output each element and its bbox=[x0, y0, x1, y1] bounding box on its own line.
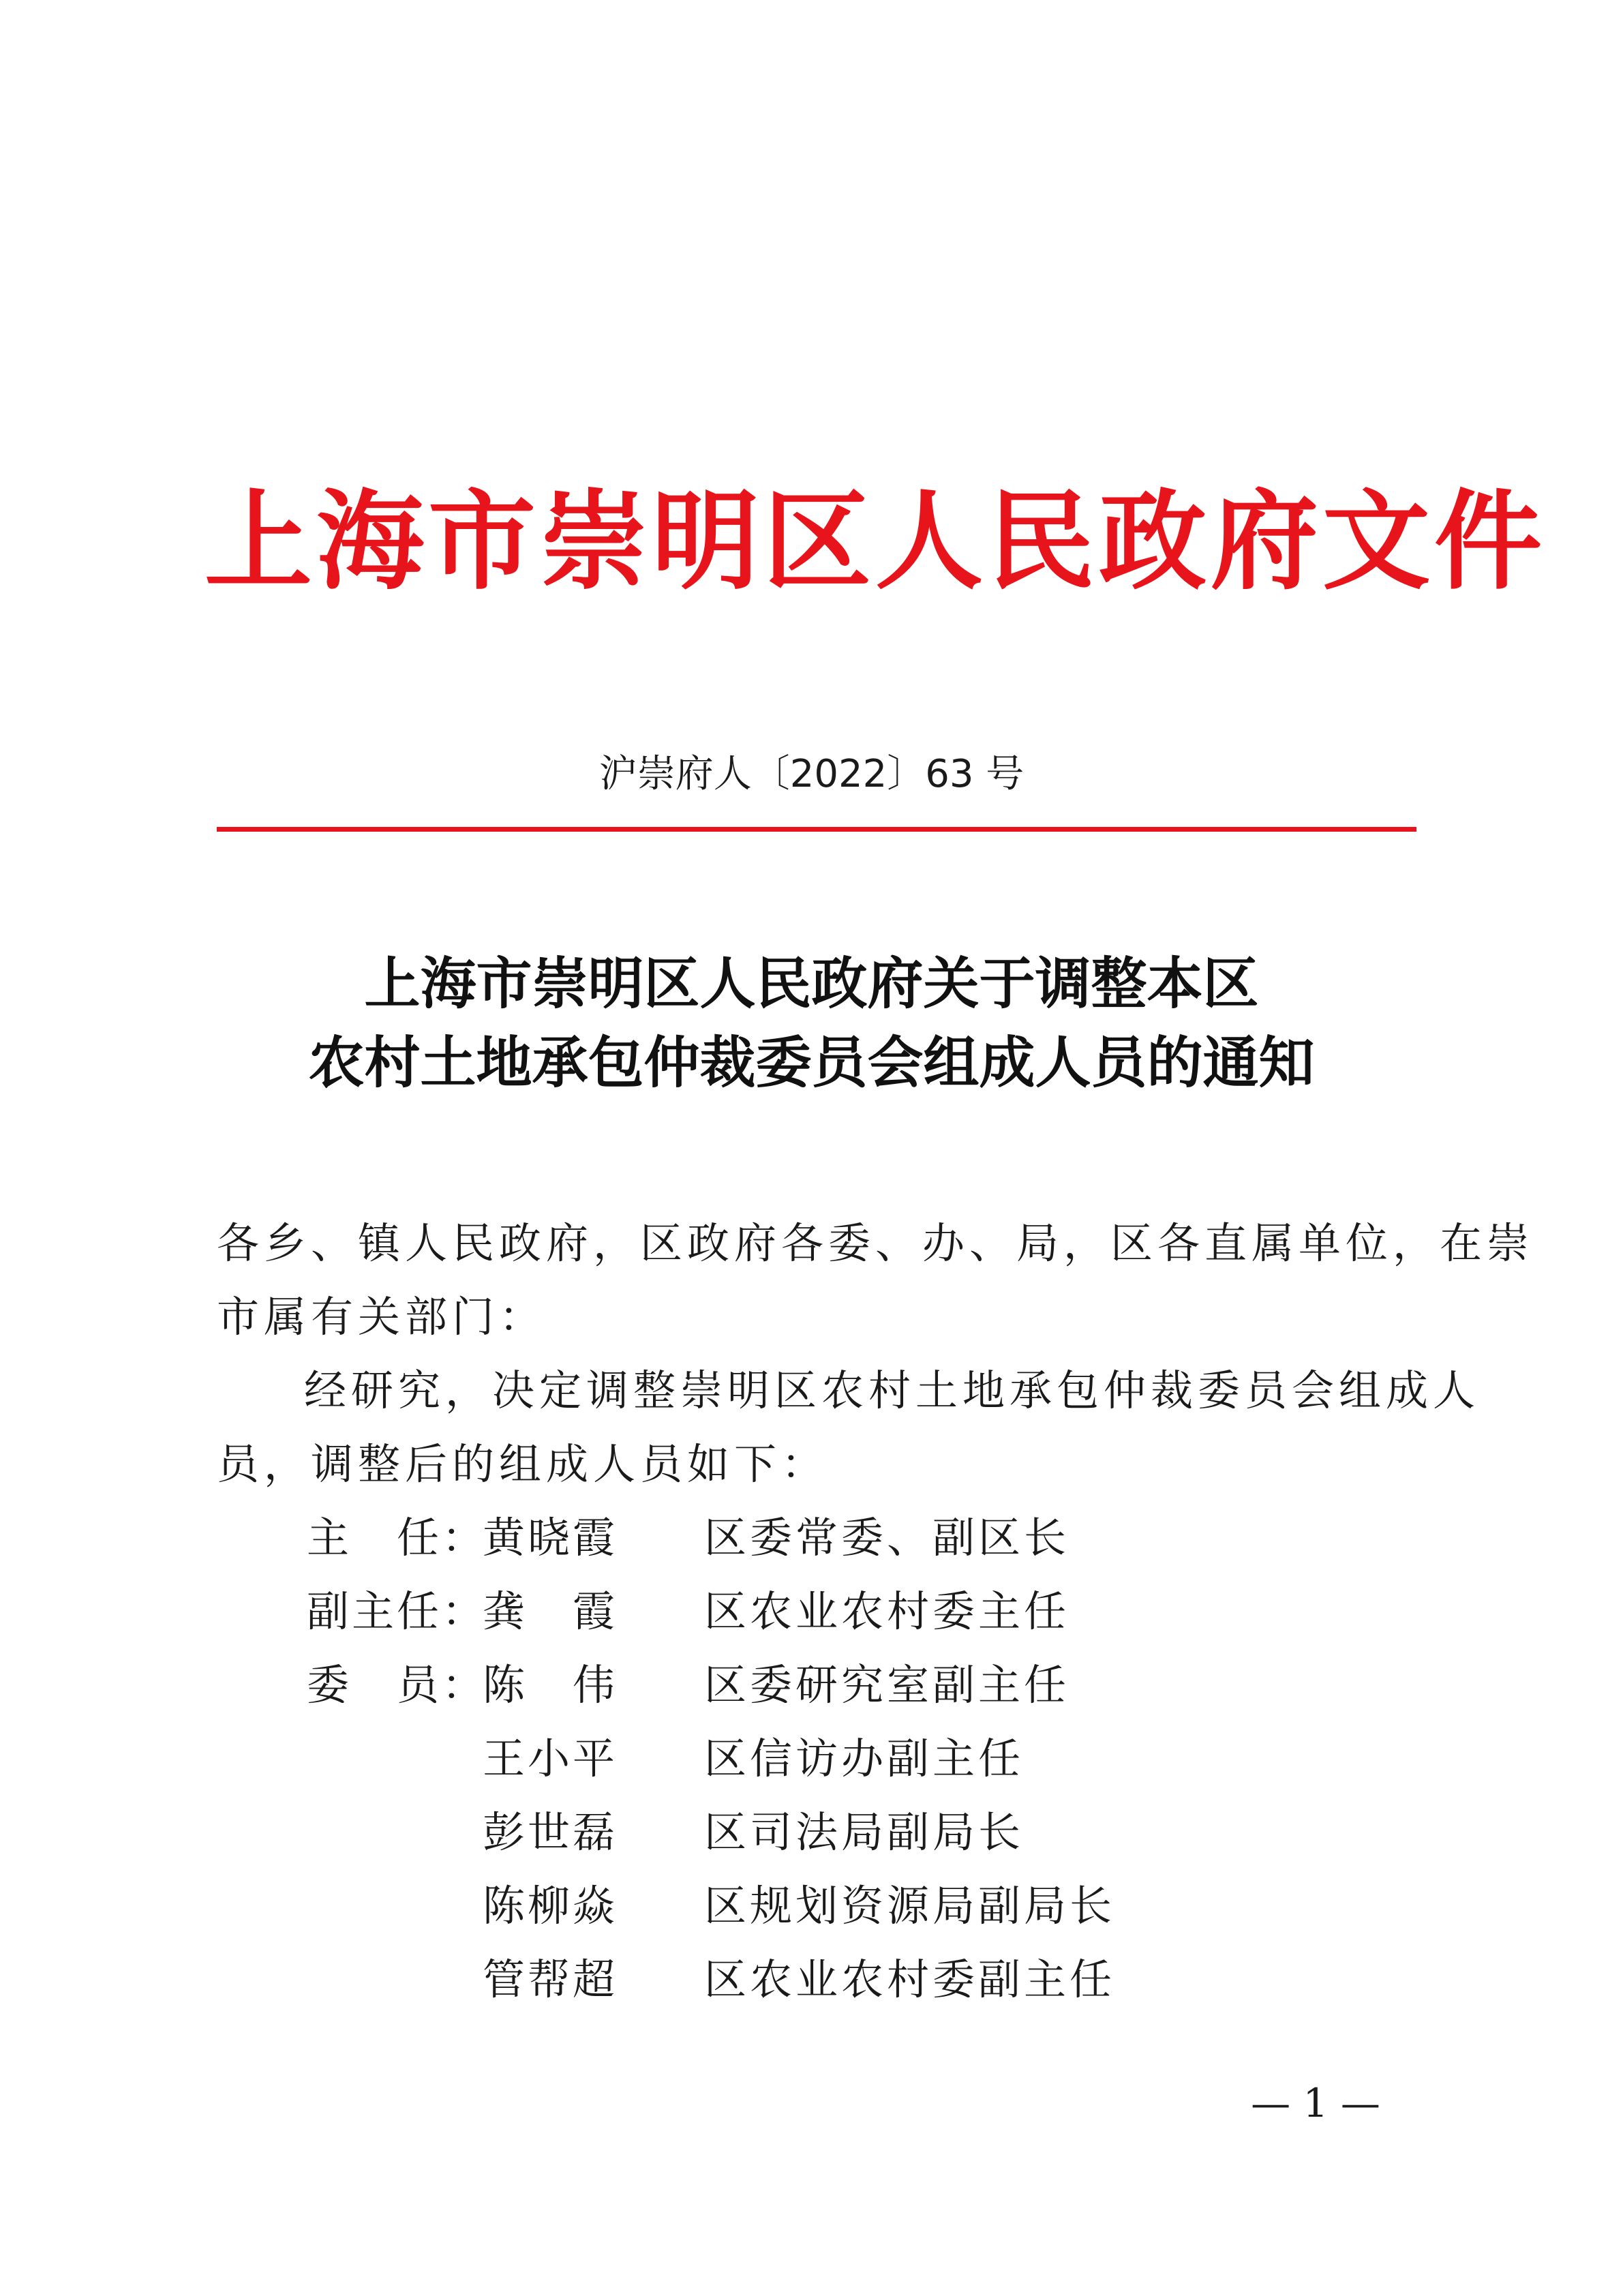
member-row bbox=[0, 1722, 1623, 1796]
member-name: 黄晓霞 bbox=[483, 1513, 618, 1562]
addressee-line-2: 市属有关部门： bbox=[217, 1292, 547, 1342]
member-title: 区信访办副主任 bbox=[704, 1734, 1025, 1783]
addressee-line-1: 各乡、镇人民政府，区政府各委、办、局，区各直属单位，在崇 bbox=[217, 1218, 1534, 1268]
member-row bbox=[0, 1869, 1623, 1943]
body-paragraph-line-1: 经研究，决定调整崇明区农村土地承包仲裁委员会组成人 bbox=[304, 1365, 1481, 1415]
member-row bbox=[0, 1796, 1623, 1869]
member-row bbox=[0, 1575, 1623, 1648]
notice-title-line-1: 上海市崇明区人民政府关于调整本区 bbox=[364, 951, 1259, 1016]
member-role: 主 任： bbox=[307, 1513, 487, 1562]
member-row bbox=[0, 1501, 1623, 1575]
member-title: 区农业农村委主任 bbox=[704, 1586, 1070, 1636]
member-name: 陈柳焱 bbox=[483, 1881, 618, 1931]
member-title: 区委研究室副主任 bbox=[704, 1660, 1070, 1710]
member-role: 委 员： bbox=[307, 1660, 487, 1710]
member-name: 陈 伟 bbox=[483, 1660, 618, 1710]
notice-title bbox=[204, 944, 1419, 1102]
document-header-title: 上海市崇明区人民政府文件 bbox=[204, 479, 1546, 605]
member-role: 副主任： bbox=[307, 1586, 487, 1636]
member-name: 王小平 bbox=[483, 1734, 618, 1783]
body-paragraph bbox=[217, 1354, 1481, 1501]
document-number: 沪崇府人〔2022〕63 号 bbox=[598, 752, 1025, 796]
red-divider-line bbox=[217, 827, 1416, 832]
addressee-block bbox=[217, 1207, 1534, 1354]
member-title: 区委常委、副区长 bbox=[704, 1513, 1070, 1562]
member-title: 区农业农村委副主任 bbox=[704, 1954, 1116, 2004]
member-name: 龚 霞 bbox=[483, 1586, 618, 1636]
member-name: 彭世磊 bbox=[483, 1807, 618, 1857]
notice-title-line-2: 农村土地承包仲裁委员会组成人员的通知 bbox=[308, 1030, 1315, 1096]
member-name: 管帮超 bbox=[483, 1954, 618, 2004]
member-row bbox=[0, 1943, 1623, 2016]
member-title: 区规划资源局副局长 bbox=[704, 1881, 1116, 1931]
page-number: — 1 — bbox=[1251, 2080, 1380, 2126]
body-paragraph-line-2: 员，调整后的组成人员如下： bbox=[217, 1439, 829, 1489]
member-title: 区司法局副局长 bbox=[704, 1807, 1025, 1857]
member-row bbox=[0, 1648, 1623, 1722]
